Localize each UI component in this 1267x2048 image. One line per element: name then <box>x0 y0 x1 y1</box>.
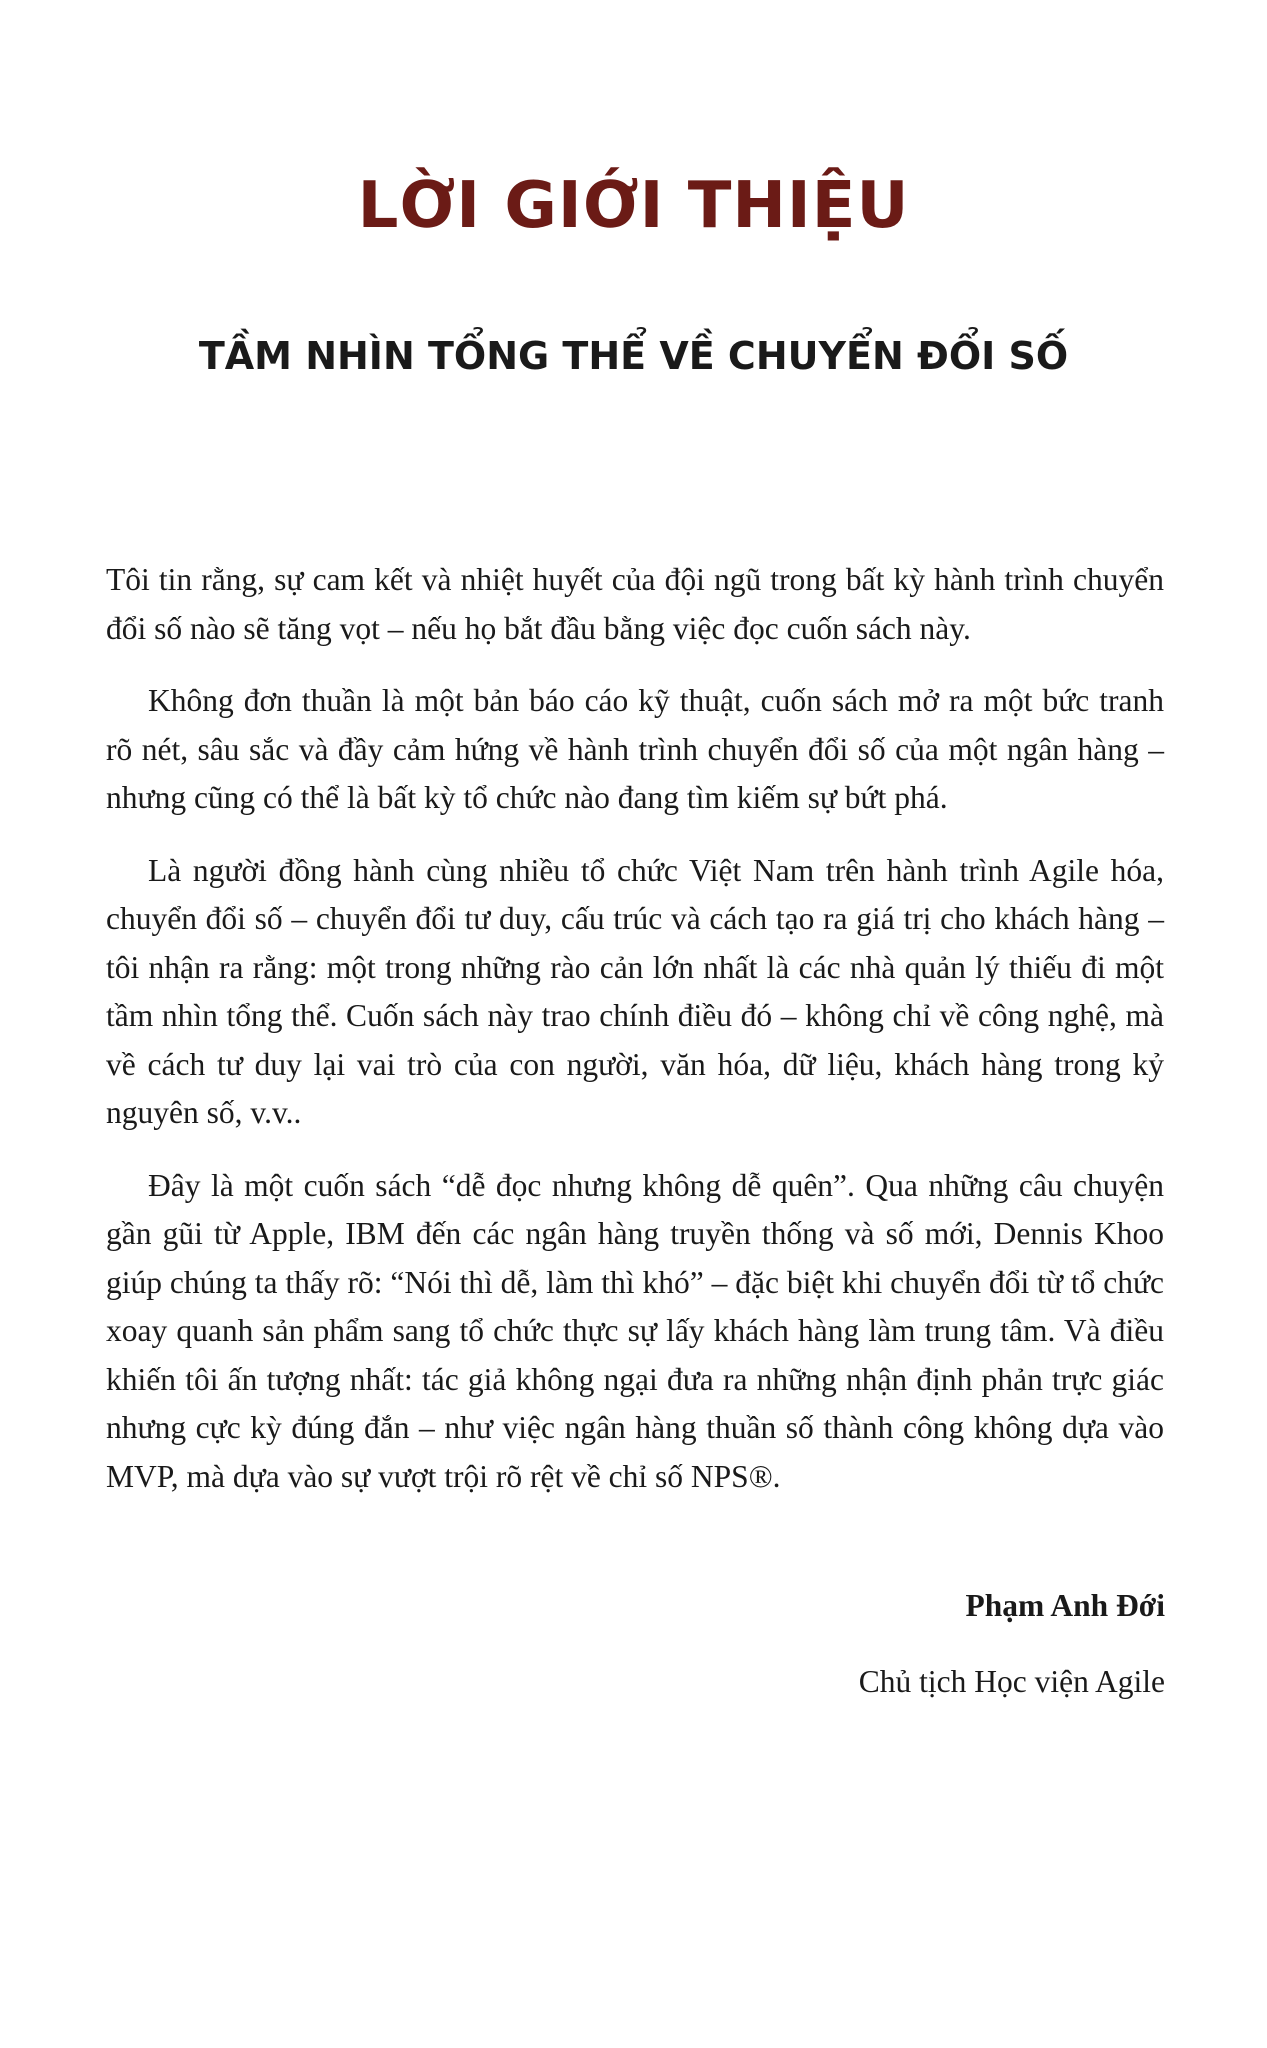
paragraph-1: Tôi tin rằng, sự cam kết và nhiệt huyết của đội ngũ trong bất kỳ hành trình chuyển đổi số nào sẽ tăng vọt – nếu họ bắt đầu bằng việc đọc cuốn sách này. <box>106 562 1164 646</box>
paragraph-3: Là người đồng hành cùng nhiều tổ chức Việt Nam trên hành trình Agile hóa, chuyển đổi số – chuyển đổi tư duy, cấu trúc và cách tạo ra giá trị cho khách hàng – tôi nhận ra rằng: một trong những rào cản lớn nhất là các nhà quản lý thiếu đi một tầm nhìn tổng thể. Cuốn sách này trao chính điều đó – không chỉ về công nghệ, mà về cách tư duy lại vai trò của con người, văn hóa, dữ liệu, khách hàng trong kỷ nguyên số, v.v.. <box>106 852 1164 1130</box>
page-title: LỜI GIỚI THIỆU <box>357 169 910 243</box>
signature-block <box>859 1582 1165 1706</box>
paragraph-2: Không đơn thuần là một bản báo cáo kỹ thuật, cuốn sách mở ra một bức tranh rõ nét, sâu sắc và đầy cảm hứng về hành trình chuyển đổi số của một ngân hàng – nhưng cũng có thể là bất kỳ tổ chức nào đang tìm kiếm sự bứt phá. <box>106 683 1164 815</box>
paragraph-4: Đây là một cuốn sách “dễ đọc nhưng không dễ quên”. Qua những câu chuyện gần gũi từ Apple, IBM đến các ngân hàng truyền thống và số mới, Dennis Khoo giúp chúng ta thấy rõ: “Nói thì dễ, làm thì khó” – đặc biệt khi chuyển đổi từ tổ chức xoay quanh sản phẩm sang tổ chức thực sự lấy khách hàng làm trung tâm. Và điều khiến tôi ấn tượng nhất: tác giả không ngại đưa ra những nhận định phản trực giác nhưng cực kỳ đúng đắn – như việc ngân hàng thuần số thành công không dựa vào MVP, mà dựa vào sự vượt trội rõ rệt về chỉ số NPS®. <box>106 1167 1164 1494</box>
author-role: Chủ tịch Học viện Agile <box>858 1664 1165 1699</box>
author-name: Phạm Anh Đới <box>965 1588 1165 1623</box>
body-text <box>106 556 1164 1525</box>
page-subtitle: TẦM NHÌN TỔNG THỂ VỀ CHUYỂN ĐỔI SỐ <box>198 334 1069 378</box>
